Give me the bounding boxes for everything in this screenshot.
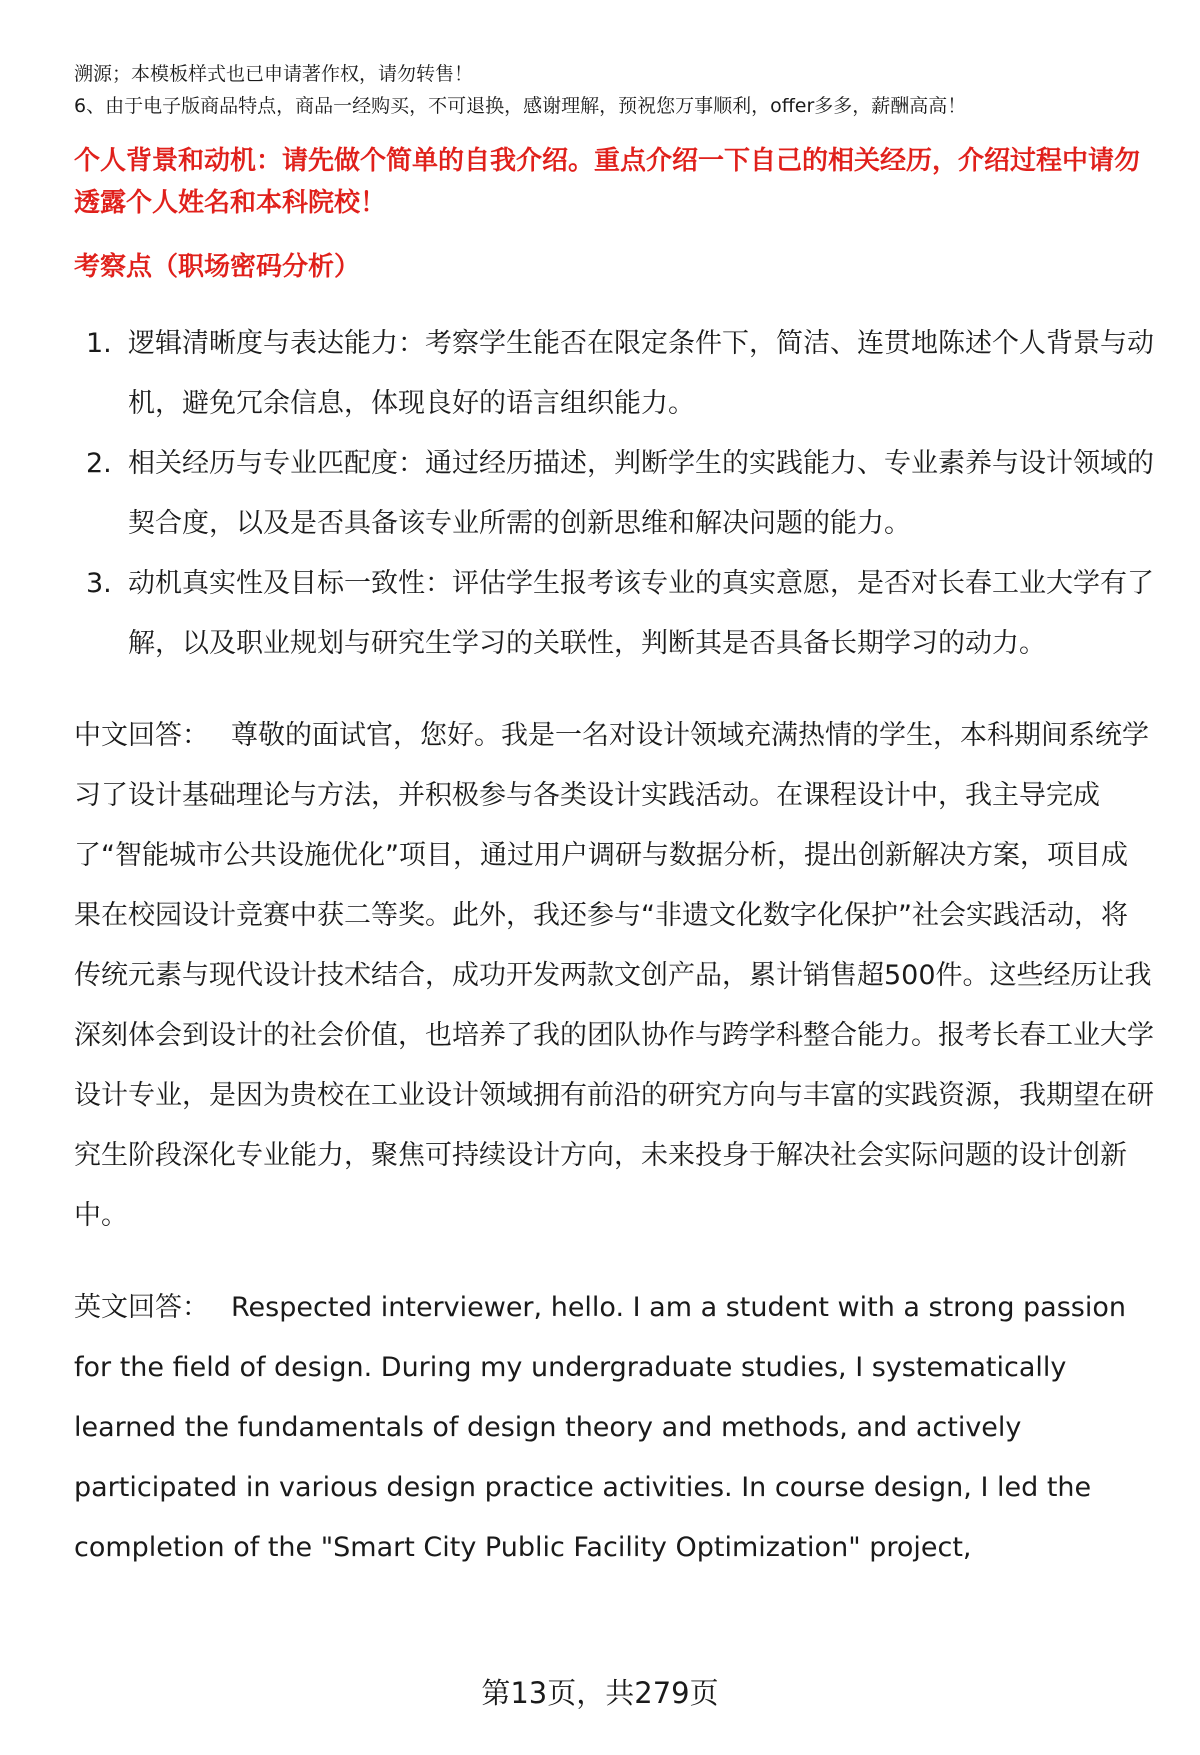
question-heading: 个人背景和动机：请先做个简单的自我介绍。重点介绍一下自己的相关经历，介绍过程中请勿透露个人姓名和本科院校！ (74, 146, 1141, 218)
notice-line-2: 6、由于电子版商品特点，商品一经购买，不可退换，感谢理解，预祝您万事顺利，offer多多，薪酬高高！ (74, 95, 967, 117)
point-number: 3. (86, 568, 112, 599)
point-text: 相关经历与专业匹配度：通过经历描述，判断学生的实践能力、专业素养与设计领域的契合度，以及是否具备该专业所需的创新思维和解决问题的能力。 (128, 448, 1154, 539)
assessment-points-list (74, 314, 1154, 674)
kaochadian-title: 考察点（职场密码分析） (74, 252, 361, 282)
assessment-point (74, 554, 1154, 674)
english-answer (74, 1278, 1154, 1578)
point-number: 1. (86, 328, 112, 359)
point-text: 动机真实性及目标一致性：评估学生报考该专业的真实意愿，是否对长春工业大学有了解，以及职业规划与研究生学习的关联性，判断其是否具备长期学习的动力。 (128, 568, 1154, 659)
point-text: 逻辑清晰度与表达能力：考察学生能否在限定条件下，简洁、连贯地陈述个人背景与动机，避免冗余信息，体现良好的语言组织能力。 (128, 328, 1154, 419)
assessment-point (74, 434, 1154, 554)
english-answer-label: 英文回答： (74, 1292, 209, 1323)
chinese-answer (74, 706, 1154, 1246)
page-content (74, 58, 1154, 1578)
page-number-footer: 第13页，共279页 (481, 1676, 719, 1710)
english-answer-text: Respected interviewer, hello. I am a student with a strong passion for the field of design. During my undergraduate studies, I systematically learned the fundamentals of design theory and methods, and actively participated in various design practice activities. In course design, I led the completion of the "Smart City Public Facility Optimization" project, (74, 1292, 1126, 1563)
point-number: 2. (86, 448, 112, 479)
assessment-point (74, 314, 1154, 434)
chinese-answer-text: 尊敬的面试官，您好。我是一名对设计领域充满热情的学生，本科期间系统学习了设计基础理论与方法，并积极参与各类设计实践活动。在课程设计中，我主导完成了“智能城市公共设施优化”项目，通过用户调研与数据分析，提出创新解决方案，项目成果在校园设计竞赛中获二等奖。此外，我还参与“非遗文化数字化保护”社会实践活动，将传统元素与现代设计技术结合，成功开发两款文创产品，累计销售超500件。这些经历让我深刻体会到设计的社会价值，也培养了我的团队协作与跨学科整合能力。报考长春工业大学设计专业，是因为贵校在工业设计领域拥有前沿的研究方向与丰富的实践资源，我期望在研究生阶段深化专业能力，聚焦可持续设计方向，未来投身于解决社会实际问题的设计创新中。 (74, 720, 1154, 1231)
chinese-answer-label: 中文回答： (74, 720, 209, 751)
notice-line-1: 溯源；本模板样式也已申请著作权，请勿转售！ (74, 63, 474, 85)
